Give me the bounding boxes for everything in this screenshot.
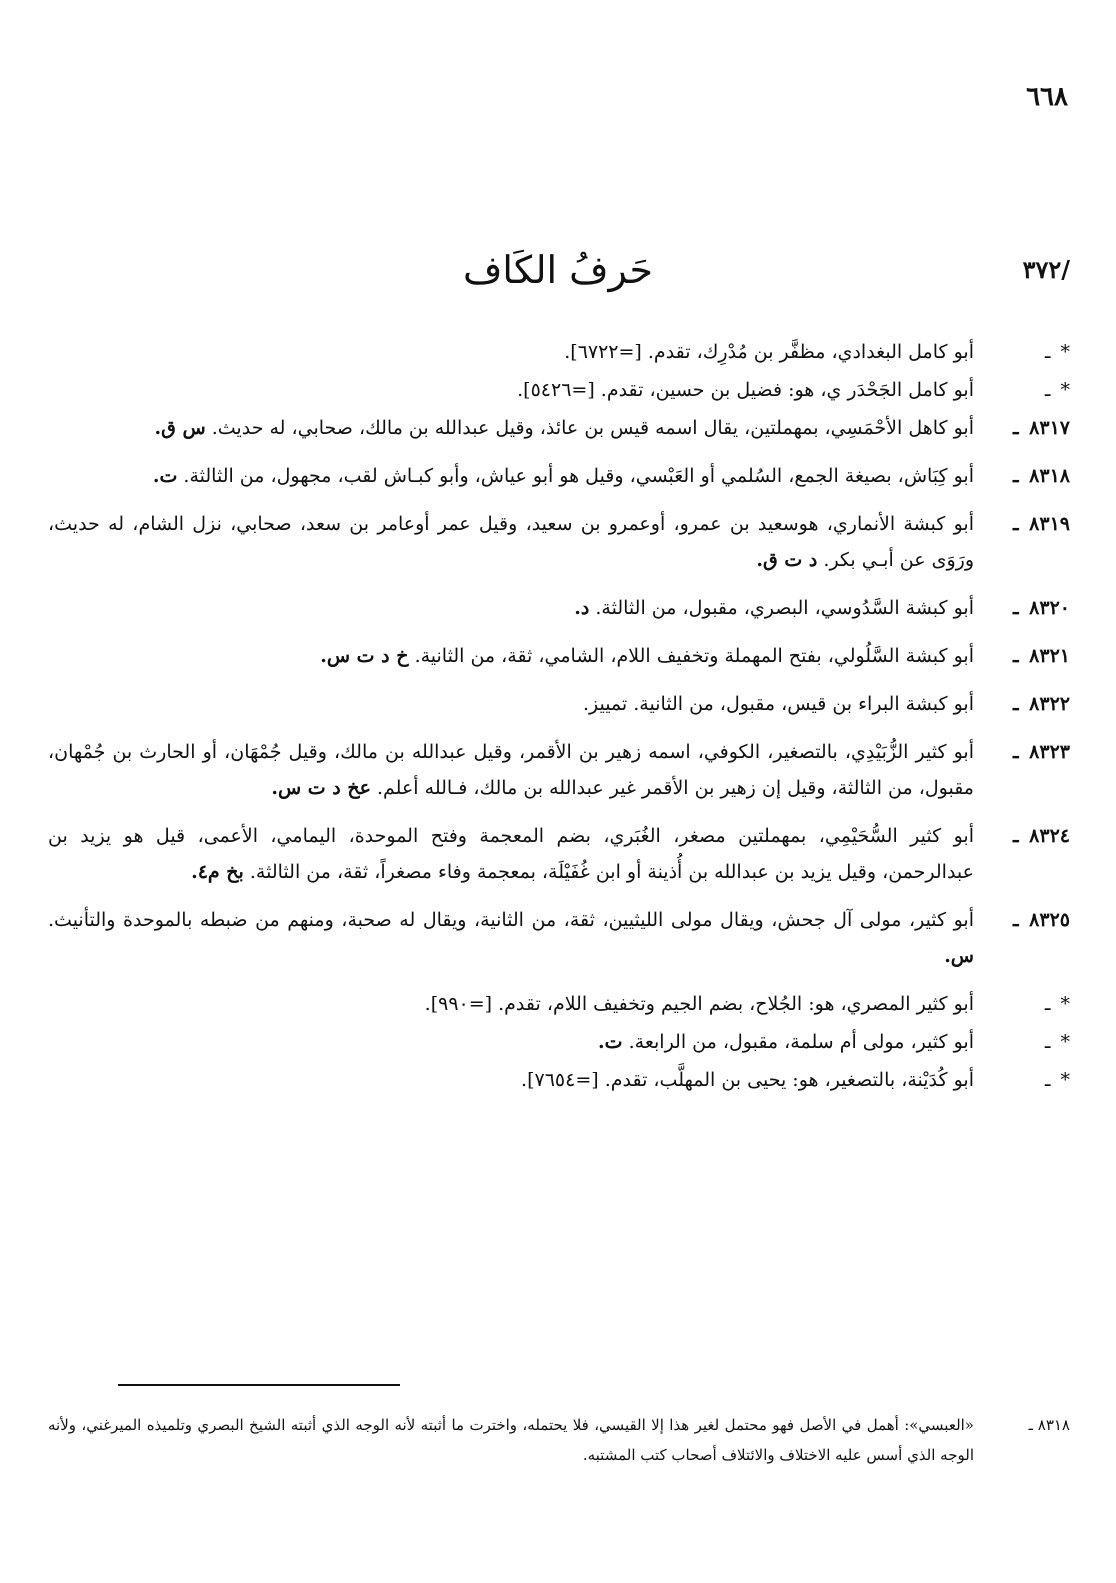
entry-crossref: * ـ أبو كثير، مولى أم سلمة، مقبول، من الرابعة. ت.: [598, 1031, 1070, 1053]
entry-marker: *: [1060, 1031, 1070, 1053]
entry-text: أبو كثير، مولى أم سلمة، مقبول، من الرابعة.: [628, 1031, 974, 1053]
entry-text: أبو كبشة البراء بن قيس، مقبول، من الثانية.: [633, 693, 974, 715]
entry-text: أبو كبشة السَّدُوسي، البصري، مقبول، من الثالثة.: [595, 597, 974, 619]
footnote-number: ٨٣١٨: [1037, 1416, 1070, 1434]
entry-text: أبو كامل البغدادي، مظفَّر بن مُدْرِك، تقدم. [=٦٧٢٢].: [564, 341, 974, 363]
entry-symbols: ت.: [152, 465, 178, 487]
footnote-text: «العبسي»: أهمل في الأصل فهو محتمل لغير هذا إلا القيسي، فلا يحتمله، واخترت ما أثبته لأنه الوجه الذي أثبته الشيخ البصري وتلميذه الميرغني، ولأنه الوجه الذي أسس عليه الاختلاف والائتلاف أصحاب كتب المشتبه.: [48, 1416, 974, 1464]
entries-list: [48, 334, 1070, 1098]
entry-number: ٨٣١٨: [1029, 465, 1070, 487]
entry: ٨٣١٧ ـ أبو كاهل الأحْمَسِي، بمهملتين، يقال اسمه قيس بن عائذ، وقيل عبدالله بن مالك، صحابي، له حديث. س ق.: [154, 417, 1070, 439]
entry: ٨٣٢٥ ـ أبو كثير، مولى آل جحش، ويقال مولى الليثيين، ثقة، من الثانية، ويقال له صحبة، ومنهم من ضبطه بالموحدة والتأنيث. س.: [48, 909, 1070, 967]
entry-crossref: * ـ أبو كُدَيْنة، بالتصغير، هو: يحيى بن المهلَّب، تقدم. [=٧٦٥٤].: [521, 1069, 1070, 1091]
entry-text: أبو كثير، مولى آل جحش، ويقال مولى الليثيين، ثقة، من الثانية، ويقال له صحبة، ومنهم من ضبطه بالموحدة والتأنيث.: [48, 909, 975, 931]
entry-marker: *: [1060, 379, 1070, 401]
chapter-title: حَرفُ الكَاف: [462, 248, 654, 292]
entry-symbols: عخ د ت س.: [271, 777, 371, 799]
entry-symbols: س.: [944, 945, 974, 967]
entry-number: ٨٣٢٥: [1029, 909, 1070, 931]
entry: ٨٣١٨ ـ أبو كِبَاش، بصيغة الجمع، السُلمي أو العَبْسي، وقيل هو أبو عياش، وأبو كبـاش لقب، مجهول، من الثالثة. ت.: [152, 465, 1070, 487]
entry-marker: *: [1060, 341, 1070, 363]
entry-symbols: بخ م٤.: [191, 861, 244, 883]
entry-number: ٨٣٢٠: [1029, 597, 1070, 619]
entry-symbols: س ق.: [154, 417, 206, 439]
entry-text: أبو كامل الجَحْدَر ي، هو: فضيل بن حسين، تقدم. [=٥٤٢٦].: [517, 379, 974, 401]
entry: ٨٣٢٢ ـ أبو كبشة البراء بن قيس، مقبول، من الثانية. تمييز.: [582, 693, 1070, 715]
entry: ٨٣١٩ ـ أبو كبشة الأنماري، هوسعيد بن عمرو، أوعمرو بن سعيد، وقيل عمر أوعامر بن سعد، صحابي، نزل الشام، له حديث، ورَوَى عن أبـي بكر. د ت ق.: [48, 513, 1070, 571]
entry-number: ٨٣١٩: [1029, 513, 1070, 535]
entry-number: ٨٣٢٣: [1029, 741, 1070, 763]
entry-marker: *: [1060, 1069, 1070, 1091]
entry: ٨٣٢٤ ـ أبو كثير السُّحَيْمِي، بمهملتين مصغر، الغُبَري، بضم المعجمة وفتح الموحدة، اليمامي، الأعمى، قيل هو يزيد بن عبدالرحمن، وقيل يزيد بن عبدالله بن أُذينة أو ابن غُفَيْلَة، بمعجمة وفاء مصغراً، ثقة، من الثالثة. بخ م٤.: [48, 825, 1070, 883]
entry: ٨٣٢٠ ـ أبو كبشة السَّدُوسي، البصري، مقبول، من الثالثة. د.: [574, 597, 1070, 619]
entry-text: أبو كثير السُّحَيْمِي، بمهملتين مصغر، الغُبَري، بضم المعجمة وفتح الموحدة، اليمامي، الأعمى، قيل هو يزيد بن عبدالرحمن، وقيل يزيد بن عبدالله بن أُذينة أو ابن غُفَيْلَة، بمعجمة وفاء مصغراً، ثقة، من الثالثة.: [48, 825, 974, 883]
entry-crossref: * ـ أبو كامل البغدادي، مظفَّر بن مُدْرِك، تقدم. [=٦٧٢٢].: [564, 341, 1070, 363]
entry-symbols: د ت ق.: [756, 549, 818, 571]
entry-text: أبو كبشة الأنماري، هوسعيد بن عمرو، أوعمرو بن سعيد، وقيل عمر أوعامر بن سعد، صحابي، نزل الشام، له حديث، ورَوَى عن أبـي بكر.: [48, 513, 974, 571]
entry-text: أبو كُدَيْنة، بالتصغير، هو: يحيى بن المهلَّب، تقدم. [=٧٦٥٤].: [521, 1069, 974, 1091]
entry-symbols: خ د ت س.: [320, 645, 409, 667]
footnote: ٨٣١٨ ـ «العبسي»: أهمل في الأصل فهو محتمل لغير هذا إلا القيسي، فلا يحتمله، واخترت ما أثبته لأنه الوجه الذي أثبته الشيخ البصري وتلميذه الميرغني، ولأنه الوجه الذي أسس عليه الاختلاف والائتلاف أصحاب كتب المشتبه.: [48, 1410, 1070, 1470]
page-number: ٦٦٨: [1026, 82, 1068, 112]
entry-marker: *: [1060, 993, 1070, 1015]
original-page-reference: /٣٧٢: [1022, 255, 1070, 284]
entry-symbols: د.: [574, 597, 590, 619]
entry: ٨٣٢٣ ـ أبو كثير الزُّبَيْدِي، بالتصغير، الكوفي، اسمه زهير بن الأقمر، وقيل عبدالله بن مالك، وقيل جُمْهَان، أو الحارث بن جُمْهان، مقبول، من الثالثة، وقيل إن زهير بن الأقمر غير عبدالله بن مالك، فـالله أعلم. عخ د ت س.: [48, 741, 1070, 799]
entry: ٨٣٢١ ـ أبو كبشة السَّلُولي، بفتح المهملة وتخفيف اللام، الشامي، ثقة، من الثانية. خ د ت س.: [320, 645, 1070, 667]
entry-note: تمييز.: [582, 693, 628, 715]
entry-text: أبو كِبَاش، بصيغة الجمع، السُلمي أو العَبْسي، وقيل هو أبو عياش، وأبو كبـاش لقب، مجهول، من الثالثة.: [183, 465, 974, 487]
entry-text: أبو كبشة السَّلُولي، بفتح المهملة وتخفيف اللام، الشامي، ثقة، من الثانية.: [414, 645, 974, 667]
entry-number: ٨٣٢١: [1029, 645, 1070, 667]
entry-symbols: ت.: [598, 1031, 623, 1053]
entry-text: أبو كثير المصري، هو: الجُلاح، بضم الجيم وتخفيف اللام، تقدم. [=٩٩٠].: [424, 993, 974, 1015]
entry-number: ٨٣٢٢: [1029, 693, 1070, 715]
footnote-separator: [118, 1384, 400, 1386]
entry-crossref: * ـ أبو كامل الجَحْدَر ي، هو: فضيل بن حسين، تقدم. [=٥٤٢٦].: [517, 379, 1070, 401]
entry-number: ٨٣٢٤: [1029, 825, 1070, 847]
entry-text: أبو كاهل الأحْمَسِي، بمهملتين، يقال اسمه قيس بن عائذ، وقيل عبدالله بن مالك، صحابي، له حديث.: [211, 417, 974, 439]
entry-number: ٨٣١٧: [1029, 417, 1070, 439]
entry-text: أبو كثير الزُّبَيْدِي، بالتصغير، الكوفي، اسمه زهير بن الأقمر، وقيل عبدالله بن مالك، وقيل جُمْهَان، أو الحارث بن جُمْهان، مقبول، من الثالثة، وقيل إن زهير بن الأقمر غير عبدالله بن مالك، فـالله أعلم.: [48, 741, 974, 799]
entry-crossref: * ـ أبو كثير المصري، هو: الجُلاح، بضم الجيم وتخفيف اللام، تقدم. [=٩٩٠].: [424, 993, 1070, 1015]
